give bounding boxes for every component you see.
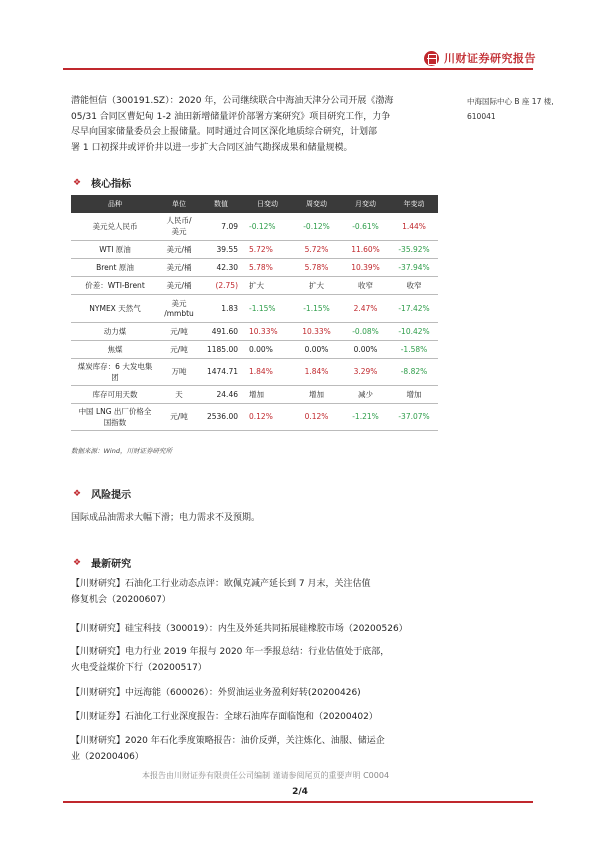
row-week: 增加 bbox=[292, 385, 341, 403]
research-title-line: 火电受益煤价下行（20200517） bbox=[71, 662, 207, 673]
row-name-line: WTI 原油 bbox=[99, 244, 131, 254]
row-day: 0.12% bbox=[243, 403, 292, 430]
row-name bbox=[71, 403, 159, 430]
section-heading-indicators bbox=[73, 175, 131, 190]
row-month: 0.00% bbox=[341, 340, 390, 358]
intro-line: 潜能恒信（300191.SZ）：2020 年，公司继续联合中海油天津分公司开展《渤海 bbox=[71, 96, 394, 106]
column-header: 品种 bbox=[71, 195, 159, 213]
row-week: -1.15% bbox=[292, 294, 341, 322]
section-title: 核心指标 bbox=[91, 179, 132, 190]
intro-paragraph bbox=[71, 94, 441, 156]
row-unit-line: 美元 bbox=[171, 227, 187, 237]
row-year: 增加 bbox=[390, 385, 438, 403]
row-unit-line: 元/吨 bbox=[170, 344, 188, 354]
column-header: 月变动 bbox=[341, 195, 390, 213]
row-week: 0.12% bbox=[292, 403, 341, 430]
intro-line: 05/31 合同区曹妃甸 1-2 油田新增储量评价部署方案研究》项目研究工作，力争 bbox=[71, 111, 391, 122]
research-link[interactable] bbox=[71, 645, 441, 676]
page-number: 2/4 bbox=[292, 787, 308, 797]
row-unit-line: 万吨 bbox=[171, 367, 187, 376]
intro-line: 署 1 口初探井或评价井以进一步扩大合同区油气勘探成果和储量规模。 bbox=[71, 142, 353, 153]
row-name-line: NYMEX 天然气 bbox=[89, 303, 141, 313]
table-row bbox=[71, 213, 438, 240]
row-name-line: 焦煤 bbox=[107, 344, 123, 354]
row-value: 42.30 bbox=[199, 258, 243, 276]
row-year: -8.82% bbox=[390, 358, 438, 385]
row-week: 0.00% bbox=[292, 340, 341, 358]
table-row bbox=[71, 276, 438, 294]
table-row bbox=[71, 340, 438, 358]
row-year: -17.42% bbox=[390, 294, 438, 322]
column-header: 年变动 bbox=[390, 195, 438, 213]
column-header: 单位 bbox=[159, 195, 199, 213]
row-name-line: 煤炭库存：6 大发电集 bbox=[77, 361, 153, 371]
data-source-note: 数据来源：Wind，川财证券研究所 bbox=[71, 447, 172, 455]
row-unit-line: 美元/桶 bbox=[166, 262, 192, 272]
table-row bbox=[71, 240, 438, 258]
research-title-line: 【川财研究】电力行业 2019 年报与 2020 年一季报总结：行业估值处于底部， bbox=[71, 647, 390, 657]
row-unit bbox=[159, 322, 199, 340]
row-week: 5.72% bbox=[292, 240, 341, 258]
row-month: 减少 bbox=[341, 385, 390, 403]
row-unit-line: 元/吨 bbox=[170, 326, 188, 336]
row-unit bbox=[159, 240, 199, 258]
row-name bbox=[71, 258, 159, 276]
row-unit bbox=[159, 358, 199, 385]
row-day: 1.84% bbox=[243, 358, 292, 385]
section-heading-risk bbox=[73, 486, 131, 501]
row-value: 2536.00 bbox=[199, 403, 243, 430]
footer-disclaimer: 本报告由川财证券有限责任公司编制 谨请参阅尾页的重要声明 C0004 bbox=[142, 771, 390, 780]
row-name bbox=[71, 358, 159, 385]
diamond-bullet-icon: ❖ bbox=[73, 177, 82, 188]
row-year: -1.58% bbox=[390, 340, 438, 358]
row-unit-line: 美元/桶 bbox=[166, 244, 192, 254]
address-line: 中海国际中心 B 座 17 楼, bbox=[467, 97, 554, 106]
table-row bbox=[71, 358, 438, 385]
research-title-line: 修复机会（20200607） bbox=[71, 594, 171, 605]
row-month: 10.39% bbox=[341, 258, 390, 276]
row-unit bbox=[159, 385, 199, 403]
research-link[interactable] bbox=[71, 577, 441, 608]
intro-line: 尽早向国家储量委员会上报储量。同时通过合同区深化地质综合研究，计划部 bbox=[71, 127, 378, 137]
research-title-line: 【川财研究】2020 年石化季度策略报告：油价反弹，关注炼化、油服、储运企 bbox=[71, 736, 385, 746]
row-name-line: 库存可用天数 bbox=[92, 389, 138, 399]
row-month: 收窄 bbox=[341, 276, 390, 294]
sidebar-address bbox=[467, 94, 577, 124]
row-year: -10.42% bbox=[390, 322, 438, 340]
row-unit bbox=[159, 276, 199, 294]
row-unit bbox=[159, 258, 199, 276]
row-year: 1.44% bbox=[390, 213, 438, 240]
row-unit bbox=[159, 294, 199, 322]
section-title: 风险提示 bbox=[91, 490, 132, 501]
section-heading-latest bbox=[73, 555, 131, 570]
row-unit bbox=[159, 340, 199, 358]
risk-text: 国际成品油需求大幅下滑；电力需求不及预期。 bbox=[71, 513, 261, 523]
row-value: 1.83 bbox=[199, 294, 243, 322]
diamond-bullet-icon: ❖ bbox=[73, 488, 82, 499]
row-value: (2.75) bbox=[199, 276, 243, 294]
indicators-table bbox=[71, 195, 438, 431]
row-week: 扩大 bbox=[292, 276, 341, 294]
footer-divider bbox=[63, 801, 533, 803]
row-unit-line: /mmbtu bbox=[164, 309, 194, 318]
row-month: -1.21% bbox=[341, 403, 390, 430]
row-value: 24.46 bbox=[199, 385, 243, 403]
research-link[interactable] bbox=[71, 710, 441, 726]
row-year: -37.94% bbox=[390, 258, 438, 276]
row-value: 1185.00 bbox=[199, 340, 243, 358]
research-title-line: 【川财研究】石油化工行业动态点评：欧佩克减产延长到 7 月末，关注估值 bbox=[71, 579, 371, 589]
header-divider bbox=[63, 68, 533, 70]
row-day: 5.72% bbox=[243, 240, 292, 258]
row-day: 增加 bbox=[243, 385, 292, 403]
report-brand bbox=[424, 50, 536, 66]
row-day: -0.12% bbox=[243, 213, 292, 240]
row-value: 1474.71 bbox=[199, 358, 243, 385]
row-day: 10.33% bbox=[243, 322, 292, 340]
row-unit bbox=[159, 403, 199, 430]
row-year: -35.92% bbox=[390, 240, 438, 258]
row-value: 39.55 bbox=[199, 240, 243, 258]
row-year: -37.07% bbox=[390, 403, 438, 430]
row-name-line: 美元兑人民币 bbox=[92, 221, 138, 231]
research-title-line: 【川财证券】石油化工行业深度报告：全球石油库存面临饱和（20200402） bbox=[71, 712, 378, 722]
research-title-line: 【川财研究】硅宝科技（300019）：内生及外延共同拓展硅橡胶市场（20200526） bbox=[71, 624, 408, 634]
research-title-line: 【川财研究】中远海能（600026）：外贸油运业务盈利好转(20200426) bbox=[71, 688, 361, 698]
row-unit-line: 美元 bbox=[171, 299, 187, 308]
research-link[interactable] bbox=[71, 622, 441, 638]
section-title: 最新研究 bbox=[91, 559, 132, 570]
brand-logo-icon bbox=[424, 51, 439, 66]
column-header: 数值 bbox=[199, 195, 243, 213]
row-name bbox=[71, 276, 159, 294]
row-day: -1.15% bbox=[243, 294, 292, 322]
row-month: -0.61% bbox=[341, 213, 390, 240]
row-week: 5.78% bbox=[292, 258, 341, 276]
row-unit bbox=[159, 213, 199, 240]
row-month: 3.29% bbox=[341, 358, 390, 385]
row-name bbox=[71, 294, 159, 322]
row-name bbox=[71, 385, 159, 403]
research-link[interactable] bbox=[71, 734, 441, 765]
table-row bbox=[71, 385, 438, 403]
row-name-line: 中国 LNG 出厂价格全 bbox=[78, 406, 152, 416]
table-row bbox=[71, 403, 438, 430]
research-title-line: 业（20200406） bbox=[71, 751, 144, 762]
row-day: 0.00% bbox=[243, 340, 292, 358]
row-value: 491.60 bbox=[199, 322, 243, 340]
row-name bbox=[71, 322, 159, 340]
row-week: 1.84% bbox=[292, 358, 341, 385]
row-month: 11.60% bbox=[341, 240, 390, 258]
row-name bbox=[71, 340, 159, 358]
row-week: -0.12% bbox=[292, 213, 341, 240]
diamond-bullet-icon: ❖ bbox=[73, 557, 82, 568]
row-name-line: 团 bbox=[111, 372, 119, 382]
table-row bbox=[71, 322, 438, 340]
column-header: 周变动 bbox=[292, 195, 341, 213]
row-name-line: 国指数 bbox=[103, 417, 127, 427]
row-unit-line: 天 bbox=[175, 389, 183, 399]
row-day: 5.78% bbox=[243, 258, 292, 276]
row-name-line: Brent 原油 bbox=[96, 262, 134, 272]
row-value: 7.09 bbox=[199, 213, 243, 240]
table-header-row bbox=[71, 195, 438, 213]
row-unit-line: 美元/桶 bbox=[166, 280, 192, 290]
row-name bbox=[71, 240, 159, 258]
address-postcode: 610041 bbox=[467, 112, 496, 121]
row-name-line: 动力煤 bbox=[103, 326, 127, 336]
row-name-line: 价差：WTI-Brent bbox=[85, 280, 145, 290]
row-month: -0.08% bbox=[341, 322, 390, 340]
row-month: 2.47% bbox=[341, 294, 390, 322]
column-header: 日变动 bbox=[243, 195, 292, 213]
row-day: 扩大 bbox=[243, 276, 292, 294]
row-unit-line: 元/吨 bbox=[170, 412, 188, 421]
header-title: 川财证券研究报告 bbox=[444, 52, 536, 65]
row-name bbox=[71, 213, 159, 240]
row-year: 收窄 bbox=[390, 276, 438, 294]
table-row bbox=[71, 294, 438, 322]
table-row bbox=[71, 258, 438, 276]
row-unit-line: 人民币/ bbox=[166, 216, 192, 226]
research-link[interactable] bbox=[71, 686, 441, 702]
row-week: 10.33% bbox=[292, 322, 341, 340]
